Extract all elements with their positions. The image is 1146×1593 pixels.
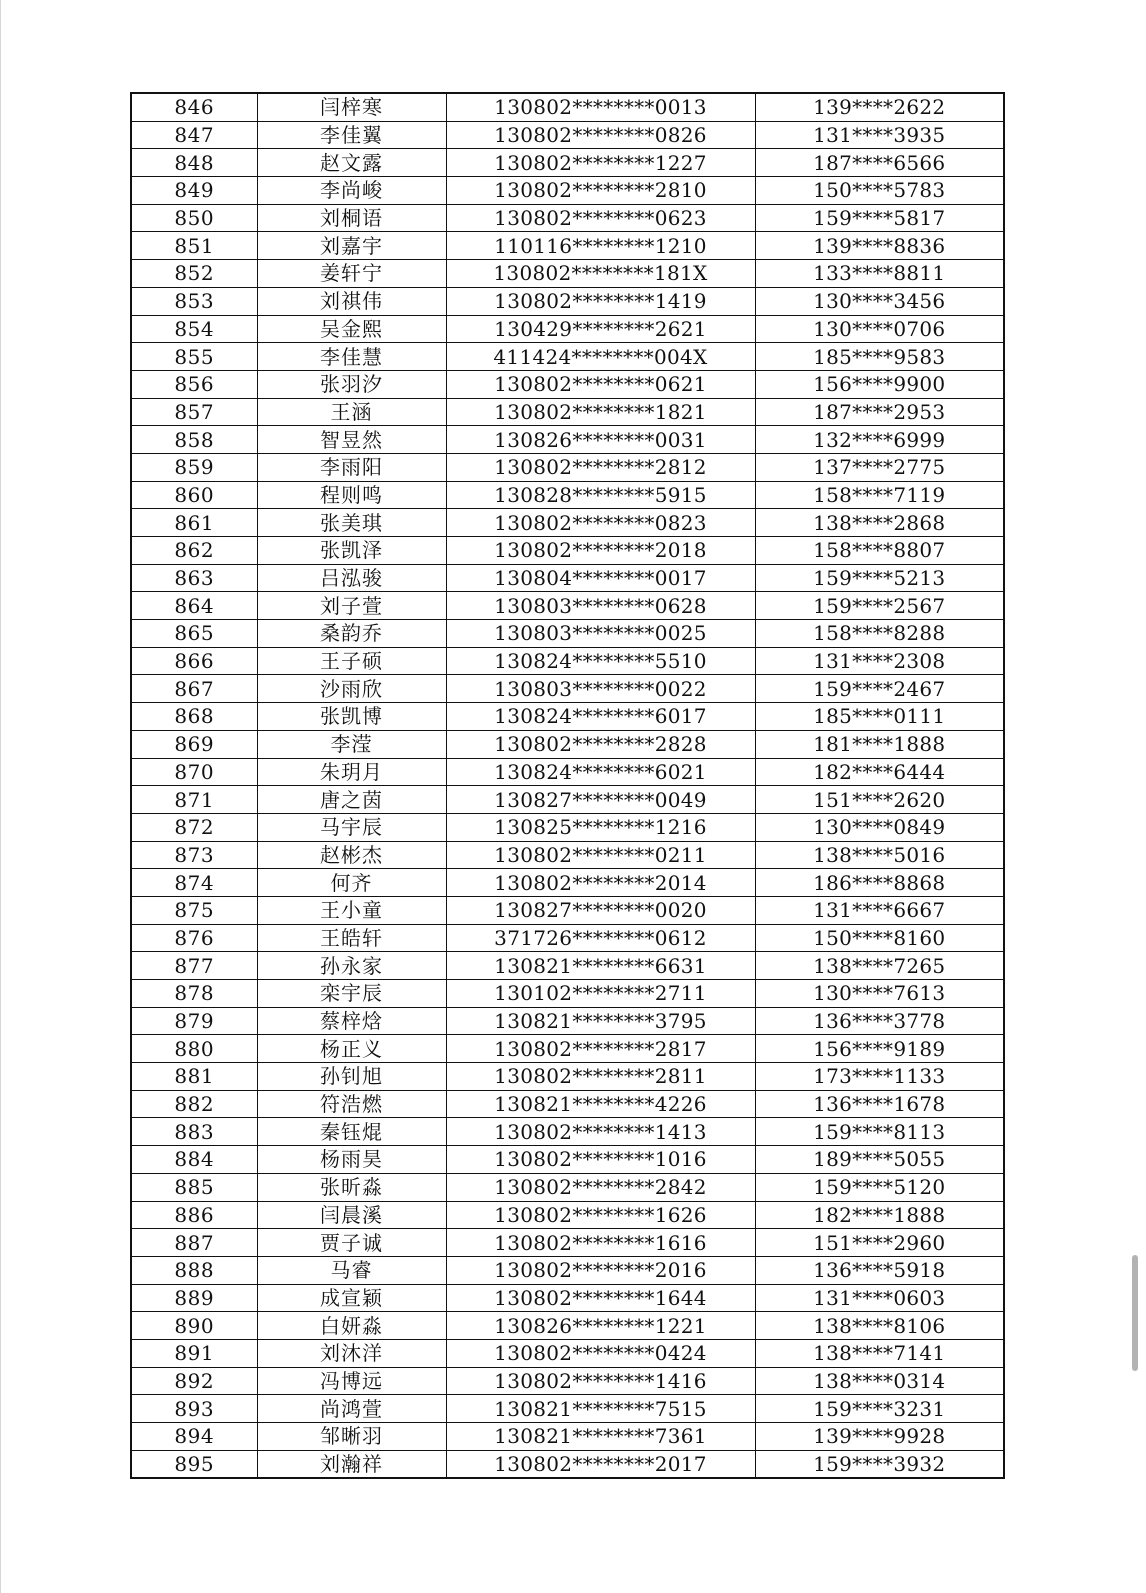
row-number: 862	[131, 537, 257, 565]
student-name: 智昱然	[257, 426, 446, 454]
table-row	[131, 1450, 1004, 1478]
row-number: 879	[131, 1007, 257, 1035]
table-row	[131, 896, 1004, 924]
phone-number: 151****2960	[755, 1229, 1004, 1257]
table-row	[131, 1035, 1004, 1063]
phone-number: 131****3935	[755, 121, 1004, 149]
student-name: 刘瀚祥	[257, 1450, 446, 1478]
student-name: 赵彬杰	[257, 841, 446, 869]
id-number: 130802********1616	[446, 1229, 755, 1257]
phone-number: 185****9583	[755, 343, 1004, 371]
table-row	[131, 370, 1004, 398]
roster-table-body	[131, 93, 1004, 1478]
table-row	[131, 93, 1004, 121]
phone-number: 137****2775	[755, 453, 1004, 481]
student-name: 符浩燃	[257, 1090, 446, 1118]
table-row	[131, 924, 1004, 952]
table-row	[131, 980, 1004, 1008]
id-number: 130824********5510	[446, 647, 755, 675]
row-number: 877	[131, 952, 257, 980]
table-row	[131, 592, 1004, 620]
row-number: 874	[131, 869, 257, 897]
row-number: 850	[131, 204, 257, 232]
student-name: 杨雨昊	[257, 1146, 446, 1174]
table-row	[131, 1201, 1004, 1229]
id-number: 130826********0031	[446, 426, 755, 454]
phone-number: 138****2868	[755, 509, 1004, 537]
id-number: 130803********0025	[446, 620, 755, 648]
table-row	[131, 315, 1004, 343]
student-name: 李佳翼	[257, 121, 446, 149]
table-row	[131, 1146, 1004, 1174]
student-name: 吴金熙	[257, 315, 446, 343]
row-number: 855	[131, 343, 257, 371]
row-number: 871	[131, 786, 257, 814]
id-number: 130802********2817	[446, 1035, 755, 1063]
phone-number: 130****3456	[755, 287, 1004, 315]
table-row	[131, 675, 1004, 703]
student-name: 刘桐语	[257, 204, 446, 232]
id-number: 130802********0424	[446, 1339, 755, 1367]
row-number: 887	[131, 1229, 257, 1257]
phone-number: 150****5783	[755, 177, 1004, 205]
page-edge	[0, 0, 1, 1593]
student-name: 程则鸣	[257, 481, 446, 509]
row-number: 856	[131, 370, 257, 398]
student-name: 蔡梓焓	[257, 1007, 446, 1035]
id-number: 130824********6021	[446, 758, 755, 786]
id-number: 110116********1210	[446, 232, 755, 260]
phone-number: 138****0314	[755, 1367, 1004, 1395]
table-row	[131, 287, 1004, 315]
row-number: 876	[131, 924, 257, 952]
id-number: 130821********7361	[446, 1423, 755, 1451]
phone-number: 132****6999	[755, 426, 1004, 454]
row-number: 883	[131, 1118, 257, 1146]
student-name: 邹晰羽	[257, 1423, 446, 1451]
table-row	[131, 121, 1004, 149]
id-number: 130825********1216	[446, 813, 755, 841]
phone-number: 189****5055	[755, 1146, 1004, 1174]
table-row	[131, 620, 1004, 648]
table-row	[131, 1312, 1004, 1340]
id-number: 130102********2711	[446, 980, 755, 1008]
row-number: 864	[131, 592, 257, 620]
id-number: 130802********2014	[446, 869, 755, 897]
id-number: 130802********2828	[446, 730, 755, 758]
row-number: 847	[131, 121, 257, 149]
id-number: 130828********5915	[446, 481, 755, 509]
row-number: 872	[131, 813, 257, 841]
row-number: 867	[131, 675, 257, 703]
table-row	[131, 703, 1004, 731]
student-name: 刘嘉宇	[257, 232, 446, 260]
table-row	[131, 1007, 1004, 1035]
student-name: 张羽汐	[257, 370, 446, 398]
id-number: 130802********2811	[446, 1063, 755, 1091]
id-number: 130802********1227	[446, 149, 755, 177]
id-number: 130802********181X	[446, 260, 755, 288]
id-number: 130802********2016	[446, 1256, 755, 1284]
table-row	[131, 232, 1004, 260]
phone-number: 133****8811	[755, 260, 1004, 288]
id-number: 130827********0049	[446, 786, 755, 814]
row-number: 868	[131, 703, 257, 731]
row-number: 869	[131, 730, 257, 758]
phone-number: 131****6667	[755, 896, 1004, 924]
student-name: 吕泓骏	[257, 564, 446, 592]
id-number: 130802********1821	[446, 398, 755, 426]
student-name: 刘子萱	[257, 592, 446, 620]
table-row	[131, 481, 1004, 509]
table-row	[131, 813, 1004, 841]
phone-number: 131****2308	[755, 647, 1004, 675]
table-row	[131, 1423, 1004, 1451]
table-row	[131, 509, 1004, 537]
table-row	[131, 1229, 1004, 1257]
table-row	[131, 758, 1004, 786]
table-row	[131, 260, 1004, 288]
id-number: 130802********0823	[446, 509, 755, 537]
row-number: 894	[131, 1423, 257, 1451]
row-number: 846	[131, 93, 257, 121]
phone-number: 186****8868	[755, 869, 1004, 897]
row-number: 878	[131, 980, 257, 1008]
row-number: 865	[131, 620, 257, 648]
student-name: 桑韵乔	[257, 620, 446, 648]
student-name: 杨正义	[257, 1035, 446, 1063]
student-name: 闫梓寒	[257, 93, 446, 121]
table-row	[131, 177, 1004, 205]
phone-number: 139****2622	[755, 93, 1004, 121]
student-name: 王涵	[257, 398, 446, 426]
student-name: 冯博远	[257, 1367, 446, 1395]
student-name: 孙永家	[257, 952, 446, 980]
table-row	[131, 1395, 1004, 1423]
phone-number: 159****3231	[755, 1395, 1004, 1423]
table-row	[131, 453, 1004, 481]
phone-number: 159****3932	[755, 1450, 1004, 1478]
phone-number: 130****0706	[755, 315, 1004, 343]
phone-number: 138****8106	[755, 1312, 1004, 1340]
row-number: 875	[131, 896, 257, 924]
phone-number: 158****8288	[755, 620, 1004, 648]
phone-number: 159****5817	[755, 204, 1004, 232]
row-number: 895	[131, 1450, 257, 1478]
table-row	[131, 1284, 1004, 1312]
id-number: 130802********1016	[446, 1146, 755, 1174]
phone-number: 138****7141	[755, 1339, 1004, 1367]
table-row	[131, 869, 1004, 897]
student-name: 刘祺伟	[257, 287, 446, 315]
id-number: 130827********0020	[446, 896, 755, 924]
phone-number: 173****1133	[755, 1063, 1004, 1091]
phone-number: 158****7119	[755, 481, 1004, 509]
row-number: 886	[131, 1201, 257, 1229]
roster-table	[130, 92, 1005, 1479]
id-number: 130802********2018	[446, 537, 755, 565]
table-row	[131, 1367, 1004, 1395]
student-name: 马睿	[257, 1256, 446, 1284]
phone-number: 182****1888	[755, 1201, 1004, 1229]
id-number: 130802********1626	[446, 1201, 755, 1229]
row-number: 848	[131, 149, 257, 177]
student-name: 秦钰焜	[257, 1118, 446, 1146]
row-number: 891	[131, 1339, 257, 1367]
id-number: 130802********2017	[446, 1450, 755, 1478]
id-number: 130802********0826	[446, 121, 755, 149]
table-row	[131, 343, 1004, 371]
row-number: 857	[131, 398, 257, 426]
id-number: 130802********0013	[446, 93, 755, 121]
row-number: 889	[131, 1284, 257, 1312]
row-number: 858	[131, 426, 257, 454]
id-number: 130802********2812	[446, 453, 755, 481]
row-number: 888	[131, 1256, 257, 1284]
row-number: 866	[131, 647, 257, 675]
student-name: 张美琪	[257, 509, 446, 537]
id-number: 130802********1413	[446, 1118, 755, 1146]
phone-number: 187****2953	[755, 398, 1004, 426]
table-row	[131, 647, 1004, 675]
student-name: 白妍淼	[257, 1312, 446, 1340]
table-row	[131, 398, 1004, 426]
table-row	[131, 1118, 1004, 1146]
phone-number: 130****7613	[755, 980, 1004, 1008]
id-number: 130821********4226	[446, 1090, 755, 1118]
row-number: 852	[131, 260, 257, 288]
table-row	[131, 952, 1004, 980]
phone-number: 159****2567	[755, 592, 1004, 620]
id-number: 130821********7515	[446, 1395, 755, 1423]
id-number: 130804********0017	[446, 564, 755, 592]
row-number: 859	[131, 453, 257, 481]
id-number: 130802********1416	[446, 1367, 755, 1395]
student-name: 张凯博	[257, 703, 446, 731]
student-name: 张凯泽	[257, 537, 446, 565]
phone-number: 136****3778	[755, 1007, 1004, 1035]
vertical-scrollbar[interactable]	[1132, 1255, 1138, 1371]
row-number: 853	[131, 287, 257, 315]
student-name: 张昕淼	[257, 1173, 446, 1201]
row-number: 851	[131, 232, 257, 260]
id-number: 130802********1419	[446, 287, 755, 315]
row-number: 860	[131, 481, 257, 509]
student-name: 李雨阳	[257, 453, 446, 481]
student-name: 姜轩宁	[257, 260, 446, 288]
id-number: 371726********0612	[446, 924, 755, 952]
id-number: 130826********1221	[446, 1312, 755, 1340]
phone-number: 159****2467	[755, 675, 1004, 703]
phone-number: 130****0849	[755, 813, 1004, 841]
id-number: 130803********0628	[446, 592, 755, 620]
table-row	[131, 841, 1004, 869]
student-name: 李尚峻	[257, 177, 446, 205]
phone-number: 158****8807	[755, 537, 1004, 565]
phone-number: 156****9900	[755, 370, 1004, 398]
phone-number: 182****6444	[755, 758, 1004, 786]
phone-number: 185****0111	[755, 703, 1004, 731]
student-name: 尚鸿萱	[257, 1395, 446, 1423]
student-name: 李佳慧	[257, 343, 446, 371]
phone-number: 159****5213	[755, 564, 1004, 592]
phone-number: 136****1678	[755, 1090, 1004, 1118]
row-number: 884	[131, 1146, 257, 1174]
id-number: 130802********2810	[446, 177, 755, 205]
row-number: 882	[131, 1090, 257, 1118]
student-name: 赵文露	[257, 149, 446, 177]
id-number: 411424********004X	[446, 343, 755, 371]
phone-number: 138****7265	[755, 952, 1004, 980]
table-row	[131, 426, 1004, 454]
table-row	[131, 1173, 1004, 1201]
phone-number: 156****9189	[755, 1035, 1004, 1063]
phone-number: 159****5120	[755, 1173, 1004, 1201]
id-number: 130821********3795	[446, 1007, 755, 1035]
phone-number: 181****1888	[755, 730, 1004, 758]
phone-number: 139****8836	[755, 232, 1004, 260]
student-name: 李滢	[257, 730, 446, 758]
row-number: 854	[131, 315, 257, 343]
phone-number: 138****5016	[755, 841, 1004, 869]
phone-number: 139****9928	[755, 1423, 1004, 1451]
phone-number: 131****0603	[755, 1284, 1004, 1312]
table-row	[131, 204, 1004, 232]
table-row	[131, 564, 1004, 592]
id-number: 130821********6631	[446, 952, 755, 980]
student-name: 朱玥月	[257, 758, 446, 786]
table-row	[131, 1063, 1004, 1091]
phone-number: 151****2620	[755, 786, 1004, 814]
student-name: 王子硕	[257, 647, 446, 675]
table-row	[131, 786, 1004, 814]
student-name: 王小童	[257, 896, 446, 924]
table-row	[131, 149, 1004, 177]
row-number: 881	[131, 1063, 257, 1091]
row-number: 893	[131, 1395, 257, 1423]
id-number: 130824********6017	[446, 703, 755, 731]
student-name: 沙雨欣	[257, 675, 446, 703]
row-number: 861	[131, 509, 257, 537]
student-name: 唐之茵	[257, 786, 446, 814]
table-row	[131, 1256, 1004, 1284]
phone-number: 150****8160	[755, 924, 1004, 952]
row-number: 880	[131, 1035, 257, 1063]
row-number: 890	[131, 1312, 257, 1340]
row-number: 885	[131, 1173, 257, 1201]
id-number: 130802********2842	[446, 1173, 755, 1201]
student-name: 闫晨溪	[257, 1201, 446, 1229]
phone-number: 136****5918	[755, 1256, 1004, 1284]
student-name: 成宣颖	[257, 1284, 446, 1312]
student-name: 何齐	[257, 869, 446, 897]
table-row	[131, 1090, 1004, 1118]
id-number: 130802********0621	[446, 370, 755, 398]
row-number: 870	[131, 758, 257, 786]
student-name: 马宇辰	[257, 813, 446, 841]
table-row	[131, 730, 1004, 758]
table-row	[131, 1339, 1004, 1367]
student-name: 孙钊旭	[257, 1063, 446, 1091]
row-number: 873	[131, 841, 257, 869]
id-number: 130803********0022	[446, 675, 755, 703]
id-number: 130802********0623	[446, 204, 755, 232]
phone-number: 187****6566	[755, 149, 1004, 177]
student-name: 王皓轩	[257, 924, 446, 952]
row-number: 849	[131, 177, 257, 205]
student-name: 刘沐洋	[257, 1339, 446, 1367]
row-number: 863	[131, 564, 257, 592]
student-name: 栾宇辰	[257, 980, 446, 1008]
id-number: 130802********0211	[446, 841, 755, 869]
id-number: 130802********1644	[446, 1284, 755, 1312]
id-number: 130429********2621	[446, 315, 755, 343]
student-name: 贾子诚	[257, 1229, 446, 1257]
table-row	[131, 537, 1004, 565]
row-number: 892	[131, 1367, 257, 1395]
phone-number: 159****8113	[755, 1118, 1004, 1146]
